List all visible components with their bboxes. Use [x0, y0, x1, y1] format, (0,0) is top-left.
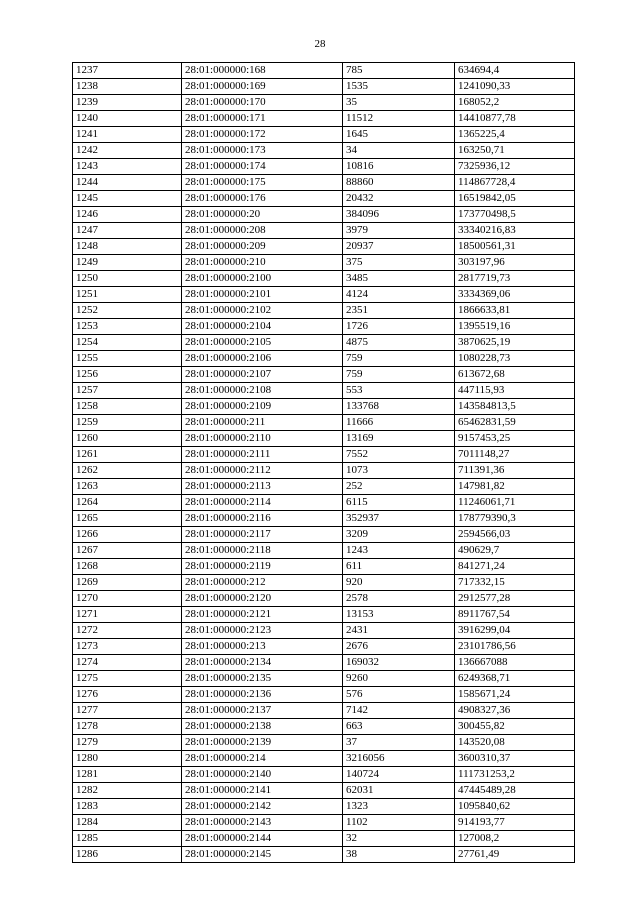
table-row — [73, 591, 575, 607]
area-cell: 6115 — [343, 495, 455, 511]
table-row — [73, 639, 575, 655]
table-row — [73, 335, 575, 351]
area-cell: 785 — [343, 63, 455, 79]
table-row — [73, 79, 575, 95]
table-row — [73, 735, 575, 751]
cadastral-number-cell: 28:01:000000:175 — [182, 175, 343, 191]
table-row — [73, 847, 575, 863]
table-row — [73, 383, 575, 399]
value-cell: 136667088 — [455, 655, 575, 671]
area-cell: 759 — [343, 351, 455, 367]
value-cell: 3916299,04 — [455, 623, 575, 639]
area-cell: 384096 — [343, 207, 455, 223]
row-number-cell: 1278 — [73, 719, 182, 735]
value-cell: 11246061,71 — [455, 495, 575, 511]
row-number-cell: 1284 — [73, 815, 182, 831]
value-cell: 717332,15 — [455, 575, 575, 591]
table-row — [73, 543, 575, 559]
row-number-cell: 1270 — [73, 591, 182, 607]
cadastral-number-cell: 28:01:000000:2138 — [182, 719, 343, 735]
table-row — [73, 319, 575, 335]
area-cell: 133768 — [343, 399, 455, 415]
table-row — [73, 607, 575, 623]
row-number-cell: 1266 — [73, 527, 182, 543]
row-number-cell: 1277 — [73, 703, 182, 719]
row-number-cell: 1246 — [73, 207, 182, 223]
area-cell: 1102 — [343, 815, 455, 831]
cadastral-number-cell: 28:01:000000:2113 — [182, 479, 343, 495]
table-row — [73, 783, 575, 799]
area-cell: 920 — [343, 575, 455, 591]
cadastral-number-cell: 28:01:000000:2137 — [182, 703, 343, 719]
value-cell: 114867728,4 — [455, 175, 575, 191]
row-number-cell: 1240 — [73, 111, 182, 127]
table-row — [73, 751, 575, 767]
table-row — [73, 255, 575, 271]
row-number-cell: 1259 — [73, 415, 182, 431]
table-row — [73, 511, 575, 527]
value-cell: 14410877,78 — [455, 111, 575, 127]
table-row — [73, 671, 575, 687]
cadastral-number-cell: 28:01:000000:2118 — [182, 543, 343, 559]
value-cell: 1080228,73 — [455, 351, 575, 367]
table-row — [73, 623, 575, 639]
area-cell: 88860 — [343, 175, 455, 191]
value-cell: 7325936,12 — [455, 159, 575, 175]
value-cell: 300455,82 — [455, 719, 575, 735]
page-number: 28 — [314, 38, 326, 50]
cadastral-number-cell: 28:01:000000:2134 — [182, 655, 343, 671]
row-number-cell: 1257 — [73, 383, 182, 399]
cadastral-number-cell: 28:01:000000:212 — [182, 575, 343, 591]
row-number-cell: 1248 — [73, 239, 182, 255]
table-row — [73, 271, 575, 287]
area-cell: 759 — [343, 367, 455, 383]
cadastral-number-cell: 28:01:000000:2140 — [182, 767, 343, 783]
table-row — [73, 495, 575, 511]
row-number-cell: 1252 — [73, 303, 182, 319]
cadastral-number-cell: 28:01:000000:2109 — [182, 399, 343, 415]
table-row — [73, 351, 575, 367]
row-number-cell: 1280 — [73, 751, 182, 767]
area-cell: 140724 — [343, 767, 455, 783]
table-row — [73, 127, 575, 143]
area-cell: 34 — [343, 143, 455, 159]
value-cell: 143520,08 — [455, 735, 575, 751]
cadastral-number-cell: 28:01:000000:2107 — [182, 367, 343, 383]
value-cell: 143584813,5 — [455, 399, 575, 415]
area-cell: 352937 — [343, 511, 455, 527]
area-cell: 32 — [343, 831, 455, 847]
row-number-cell: 1260 — [73, 431, 182, 447]
table-row — [73, 191, 575, 207]
cadastral-number-cell: 28:01:000000:2141 — [182, 783, 343, 799]
cadastral-number-cell: 28:01:000000:2136 — [182, 687, 343, 703]
cadastral-number-cell: 28:01:000000:2119 — [182, 559, 343, 575]
row-number-cell: 1261 — [73, 447, 182, 463]
table-row — [73, 303, 575, 319]
table-row — [73, 687, 575, 703]
cadastral-number-cell: 28:01:000000:210 — [182, 255, 343, 271]
row-number-cell: 1276 — [73, 687, 182, 703]
area-cell: 37 — [343, 735, 455, 751]
area-cell: 3485 — [343, 271, 455, 287]
area-cell: 4875 — [343, 335, 455, 351]
value-cell: 9157453,25 — [455, 431, 575, 447]
table-row — [73, 63, 575, 79]
table-row — [73, 463, 575, 479]
row-number-cell: 1271 — [73, 607, 182, 623]
row-number-cell: 1247 — [73, 223, 182, 239]
area-cell: 1323 — [343, 799, 455, 815]
cadastral-number-cell: 28:01:000000:2110 — [182, 431, 343, 447]
cadastral-number-cell: 28:01:000000:174 — [182, 159, 343, 175]
area-cell: 35 — [343, 95, 455, 111]
row-number-cell: 1267 — [73, 543, 182, 559]
cadastral-number-cell: 28:01:000000:2123 — [182, 623, 343, 639]
row-number-cell: 1273 — [73, 639, 182, 655]
value-cell: 2912577,28 — [455, 591, 575, 607]
value-cell: 127008,2 — [455, 831, 575, 847]
cadastral-number-cell: 28:01:000000:2143 — [182, 815, 343, 831]
row-number-cell: 1268 — [73, 559, 182, 575]
row-number-cell: 1269 — [73, 575, 182, 591]
value-cell: 841271,24 — [455, 559, 575, 575]
value-cell: 2817719,73 — [455, 271, 575, 287]
value-cell: 1095840,62 — [455, 799, 575, 815]
value-cell: 613672,68 — [455, 367, 575, 383]
row-number-cell: 1265 — [73, 511, 182, 527]
value-cell: 18500561,31 — [455, 239, 575, 255]
cadastral-number-cell: 28:01:000000:20 — [182, 207, 343, 223]
row-number-cell: 1279 — [73, 735, 182, 751]
table-row — [73, 559, 575, 575]
area-cell: 10816 — [343, 159, 455, 175]
area-cell: 13153 — [343, 607, 455, 623]
table-row — [73, 111, 575, 127]
row-number-cell: 1242 — [73, 143, 182, 159]
area-cell: 1535 — [343, 79, 455, 95]
table-row — [73, 95, 575, 111]
area-cell: 7142 — [343, 703, 455, 719]
cadastral-number-cell: 28:01:000000:214 — [182, 751, 343, 767]
row-number-cell: 1244 — [73, 175, 182, 191]
cadastral-number-cell: 28:01:000000:173 — [182, 143, 343, 159]
cadastral-number-cell: 28:01:000000:2102 — [182, 303, 343, 319]
row-number-cell: 1274 — [73, 655, 182, 671]
cadastral-number-cell: 28:01:000000:2142 — [182, 799, 343, 815]
cadastral-number-cell: 28:01:000000:2117 — [182, 527, 343, 543]
table-row — [73, 143, 575, 159]
value-cell: 7011148,27 — [455, 447, 575, 463]
area-cell: 38 — [343, 847, 455, 863]
table-row — [73, 207, 575, 223]
row-number-cell: 1256 — [73, 367, 182, 383]
row-number-cell: 1258 — [73, 399, 182, 415]
table-row — [73, 799, 575, 815]
cadastral-number-cell: 28:01:000000:2121 — [182, 607, 343, 623]
table-row — [73, 399, 575, 415]
value-cell: 1866633,81 — [455, 303, 575, 319]
cadastral-number-cell: 28:01:000000:2105 — [182, 335, 343, 351]
value-cell: 147981,82 — [455, 479, 575, 495]
cadastral-number-cell: 28:01:000000:213 — [182, 639, 343, 655]
table-row — [73, 479, 575, 495]
area-cell: 20937 — [343, 239, 455, 255]
row-number-cell: 1272 — [73, 623, 182, 639]
table-row — [73, 831, 575, 847]
value-cell: 2594566,03 — [455, 527, 575, 543]
value-cell: 711391,36 — [455, 463, 575, 479]
row-number-cell: 1264 — [73, 495, 182, 511]
area-cell: 553 — [343, 383, 455, 399]
row-number-cell: 1239 — [73, 95, 182, 111]
cadastral-number-cell: 28:01:000000:2106 — [182, 351, 343, 367]
row-number-cell: 1286 — [73, 847, 182, 863]
table-row — [73, 287, 575, 303]
cadastral-number-cell: 28:01:000000:168 — [182, 63, 343, 79]
cadastral-number-cell: 28:01:000000:2139 — [182, 735, 343, 751]
area-cell: 375 — [343, 255, 455, 271]
table-row — [73, 575, 575, 591]
area-cell: 13169 — [343, 431, 455, 447]
cadastral-number-cell: 28:01:000000:2112 — [182, 463, 343, 479]
cadastral-number-cell: 28:01:000000:2145 — [182, 847, 343, 863]
area-cell: 611 — [343, 559, 455, 575]
area-cell: 576 — [343, 687, 455, 703]
value-cell: 4908327,36 — [455, 703, 575, 719]
cadastral-number-cell: 28:01:000000:2111 — [182, 447, 343, 463]
row-number-cell: 1251 — [73, 287, 182, 303]
value-cell: 1585671,24 — [455, 687, 575, 703]
area-cell: 11666 — [343, 415, 455, 431]
value-cell: 163250,71 — [455, 143, 575, 159]
table-row — [73, 447, 575, 463]
row-number-cell: 1237 — [73, 63, 182, 79]
value-cell: 33340216,83 — [455, 223, 575, 239]
area-cell: 1645 — [343, 127, 455, 143]
row-number-cell: 1283 — [73, 799, 182, 815]
area-cell: 3216056 — [343, 751, 455, 767]
data-table — [72, 62, 575, 863]
row-number-cell: 1253 — [73, 319, 182, 335]
value-cell: 1241090,33 — [455, 79, 575, 95]
area-cell: 11512 — [343, 111, 455, 127]
value-cell: 3870625,19 — [455, 335, 575, 351]
value-cell: 173770498,5 — [455, 207, 575, 223]
cadastral-number-cell: 28:01:000000:211 — [182, 415, 343, 431]
row-number-cell: 1275 — [73, 671, 182, 687]
row-number-cell: 1255 — [73, 351, 182, 367]
cadastral-number-cell: 28:01:000000:2108 — [182, 383, 343, 399]
table-row — [73, 767, 575, 783]
area-cell: 2578 — [343, 591, 455, 607]
area-cell: 169032 — [343, 655, 455, 671]
area-cell: 1726 — [343, 319, 455, 335]
value-cell: 914193,77 — [455, 815, 575, 831]
area-cell: 663 — [343, 719, 455, 735]
row-number-cell: 1249 — [73, 255, 182, 271]
cadastral-number-cell: 28:01:000000:2100 — [182, 271, 343, 287]
row-number-cell: 1254 — [73, 335, 182, 351]
value-cell: 65462831,59 — [455, 415, 575, 431]
value-cell: 47445489,28 — [455, 783, 575, 799]
cadastral-number-cell: 28:01:000000:171 — [182, 111, 343, 127]
row-number-cell: 1245 — [73, 191, 182, 207]
cadastral-number-cell: 28:01:000000:172 — [182, 127, 343, 143]
cadastral-number-cell: 28:01:000000:2144 — [182, 831, 343, 847]
area-cell: 1073 — [343, 463, 455, 479]
area-cell: 1243 — [343, 543, 455, 559]
area-cell: 2431 — [343, 623, 455, 639]
area-cell: 7552 — [343, 447, 455, 463]
row-number-cell: 1243 — [73, 159, 182, 175]
area-cell: 4124 — [343, 287, 455, 303]
table-row — [73, 431, 575, 447]
cadastral-number-cell: 28:01:000000:2135 — [182, 671, 343, 687]
value-cell: 16519842,05 — [455, 191, 575, 207]
cadastral-number-cell: 28:01:000000:209 — [182, 239, 343, 255]
value-cell: 23101786,56 — [455, 639, 575, 655]
row-number-cell: 1250 — [73, 271, 182, 287]
cadastral-number-cell: 28:01:000000:2101 — [182, 287, 343, 303]
area-cell: 2676 — [343, 639, 455, 655]
value-cell: 8911767,54 — [455, 607, 575, 623]
table-row — [73, 815, 575, 831]
value-cell: 3600310,37 — [455, 751, 575, 767]
value-cell: 303197,96 — [455, 255, 575, 271]
cadastral-number-cell: 28:01:000000:208 — [182, 223, 343, 239]
cadastral-number-cell: 28:01:000000:2104 — [182, 319, 343, 335]
area-cell: 20432 — [343, 191, 455, 207]
table-row — [73, 719, 575, 735]
value-cell: 447115,93 — [455, 383, 575, 399]
area-cell: 2351 — [343, 303, 455, 319]
value-cell: 111731253,2 — [455, 767, 575, 783]
cadastral-number-cell: 28:01:000000:169 — [182, 79, 343, 95]
value-cell: 1395519,16 — [455, 319, 575, 335]
row-number-cell: 1282 — [73, 783, 182, 799]
row-number-cell: 1241 — [73, 127, 182, 143]
table-row — [73, 239, 575, 255]
cadastral-number-cell: 28:01:000000:170 — [182, 95, 343, 111]
cadastral-number-cell: 28:01:000000:2120 — [182, 591, 343, 607]
value-cell: 27761,49 — [455, 847, 575, 863]
cadastral-number-cell: 28:01:000000:2114 — [182, 495, 343, 511]
row-number-cell: 1285 — [73, 831, 182, 847]
table-row — [73, 703, 575, 719]
area-cell: 3209 — [343, 527, 455, 543]
value-cell: 6249368,71 — [455, 671, 575, 687]
table-row — [73, 223, 575, 239]
area-cell: 62031 — [343, 783, 455, 799]
area-cell: 252 — [343, 479, 455, 495]
cadastral-number-cell: 28:01:000000:176 — [182, 191, 343, 207]
row-number-cell: 1263 — [73, 479, 182, 495]
area-cell: 9260 — [343, 671, 455, 687]
area-cell: 3979 — [343, 223, 455, 239]
value-cell: 490629,7 — [455, 543, 575, 559]
value-cell: 1365225,4 — [455, 127, 575, 143]
value-cell: 168052,2 — [455, 95, 575, 111]
table-body — [73, 63, 575, 863]
row-number-cell: 1262 — [73, 463, 182, 479]
row-number-cell: 1238 — [73, 79, 182, 95]
table-row — [73, 655, 575, 671]
table-row — [73, 367, 575, 383]
value-cell: 178779390,3 — [455, 511, 575, 527]
value-cell: 3334369,06 — [455, 287, 575, 303]
table-row — [73, 159, 575, 175]
row-number-cell: 1281 — [73, 767, 182, 783]
table-row — [73, 175, 575, 191]
table-row — [73, 415, 575, 431]
value-cell: 634694,4 — [455, 63, 575, 79]
cadastral-number-cell: 28:01:000000:2116 — [182, 511, 343, 527]
table-row — [73, 527, 575, 543]
